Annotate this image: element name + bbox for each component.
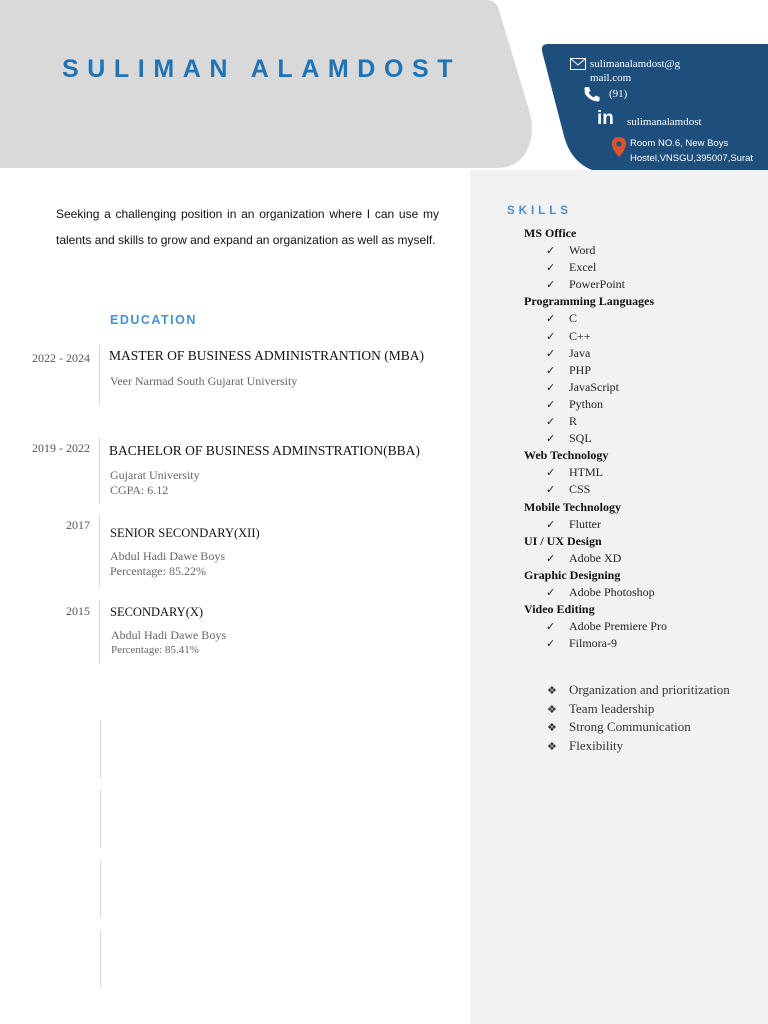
education-degree: SECONDARY(X) bbox=[110, 605, 204, 619]
check-icon: ✓ bbox=[546, 433, 556, 446]
education-institution: Abdul Hadi Dawe Boys bbox=[110, 549, 225, 563]
skill-item: ✓ PowerPoint bbox=[524, 276, 764, 293]
skill-item: ✓ PHP bbox=[524, 362, 764, 379]
soft-skill-item: ❖ Strong Communication bbox=[547, 718, 730, 737]
skills-list bbox=[524, 225, 764, 652]
check-icon: ✓ bbox=[546, 552, 556, 565]
skill-category: MS Office bbox=[524, 226, 577, 240]
diamond-bullet-icon: ❖ bbox=[547, 740, 557, 753]
timeline-divider bbox=[100, 720, 101, 778]
skill-category: Graphic Designing bbox=[524, 567, 621, 582]
soft-skill-item: ❖ Team leadership bbox=[547, 700, 730, 719]
skill-item: ✓ JavaScript bbox=[524, 379, 764, 396]
linkedin-handle[interactable]: sulimanalamdost bbox=[627, 116, 702, 128]
education-institution: Abdul Hadi Dawe Boys bbox=[111, 628, 226, 642]
check-icon: ✓ bbox=[546, 467, 556, 480]
skill-category: Programming Languages bbox=[524, 294, 655, 309]
skill-item: ✓ CSS bbox=[524, 481, 764, 498]
education-detail: Percentage: 85.22% bbox=[110, 564, 206, 578]
check-icon: ✓ bbox=[546, 518, 556, 531]
check-icon: ✓ bbox=[546, 398, 556, 411]
education-degree: BACHELOR OF BUSINESS ADMINSTRATION(BBA) bbox=[109, 443, 420, 458]
address-line-2: Hostel,VNSGU,395007,Surat bbox=[630, 153, 754, 164]
diamond-bullet-icon: ❖ bbox=[547, 703, 557, 716]
education-institution: Veer Narmad South Gujarat University bbox=[110, 374, 298, 388]
address-line-1: Room NO.6, New Boys bbox=[630, 138, 729, 149]
education-degree: SENIOR SECONDARY(XII) bbox=[110, 526, 260, 540]
skill-item: ✓ Word bbox=[524, 242, 764, 259]
skills-heading: SKILLS bbox=[507, 205, 572, 217]
skill-item: ✓ SQL bbox=[524, 430, 764, 447]
education-years: 2017 bbox=[66, 518, 90, 532]
soft-skill-item: ❖ Flexibility bbox=[547, 737, 730, 756]
skill-item: ✓ C bbox=[524, 310, 764, 327]
timeline-divider bbox=[99, 438, 100, 504]
skill-item: ✓ Java bbox=[524, 345, 764, 362]
diamond-bullet-icon: ❖ bbox=[547, 685, 557, 697]
check-icon: ✓ bbox=[546, 262, 556, 275]
check-icon: ✓ bbox=[546, 279, 556, 292]
check-icon: ✓ bbox=[546, 347, 556, 360]
skill-item: ✓ Flutter bbox=[524, 516, 764, 533]
check-icon: ✓ bbox=[546, 381, 556, 394]
check-icon: ✓ bbox=[546, 484, 556, 497]
education-years: 2019 - 2022 bbox=[32, 441, 90, 455]
diamond-bullet-icon: ❖ bbox=[547, 722, 557, 735]
timeline-divider bbox=[99, 345, 100, 405]
candidate-name: SULIMAN ALAMDOST bbox=[62, 55, 462, 83]
timeline-divider bbox=[99, 515, 100, 587]
location-pin-icon bbox=[612, 137, 626, 157]
skill-item: ✓ Adobe XD bbox=[524, 550, 764, 567]
education-detail: CGPA: 6.12 bbox=[110, 483, 169, 497]
email-line-1[interactable]: sulimanalamdost@g bbox=[590, 58, 681, 70]
skill-item: ✓ Filmora-9 bbox=[524, 635, 764, 652]
header-gray-banner bbox=[0, 0, 532, 168]
email-line-2[interactable]: mail.com bbox=[590, 72, 632, 84]
skill-item: ✓ Python bbox=[524, 396, 764, 413]
skill-item: ✓ R bbox=[524, 413, 764, 430]
soft-skills-list bbox=[547, 681, 730, 755]
education-years: 2022 - 2024 bbox=[32, 351, 90, 365]
career-objective: Seeking a challenging position in an organization where I can use my talents and skills to grow and expand an organization as well as myself. bbox=[56, 207, 439, 247]
linkedin-icon: in bbox=[597, 108, 614, 129]
skill-item: ✓ Excel bbox=[524, 259, 764, 276]
skill-category: Video Editing bbox=[524, 602, 595, 617]
skill-category: Mobile Technology bbox=[524, 499, 622, 514]
timeline-divider bbox=[100, 860, 101, 918]
skill-item: ✓ Adobe Photoshop bbox=[524, 584, 764, 601]
skill-category: UI / UX Design bbox=[524, 533, 602, 548]
check-icon: ✓ bbox=[546, 313, 556, 326]
skill-item: ✓ Adobe Premiere Pro bbox=[524, 618, 764, 635]
check-icon: ✓ bbox=[546, 638, 556, 651]
check-icon: ✓ bbox=[546, 364, 556, 377]
skill-category: Web Technology bbox=[524, 448, 609, 463]
education-degree: MASTER OF BUSINESS ADMINISTRANTION (MBA) bbox=[109, 348, 425, 363]
skill-item: ✓ HTML bbox=[524, 464, 764, 481]
timeline-divider bbox=[99, 600, 100, 664]
education-heading: EDUCATION bbox=[110, 313, 197, 327]
phone-number[interactable]: (91) bbox=[609, 88, 628, 100]
timeline-divider bbox=[100, 930, 101, 988]
check-icon: ✓ bbox=[546, 330, 556, 343]
education-institution: Gujarat University bbox=[110, 468, 200, 482]
check-icon: ✓ bbox=[546, 586, 556, 599]
education-detail: Percentage: 85.41% bbox=[111, 644, 199, 656]
check-icon: ✓ bbox=[546, 621, 556, 634]
phone-icon bbox=[583, 85, 601, 103]
skill-item: ✓ C++ bbox=[524, 328, 764, 345]
education-years: 2015 bbox=[66, 604, 90, 618]
check-icon: ✓ bbox=[546, 416, 556, 429]
timeline-divider bbox=[100, 790, 101, 848]
check-icon: ✓ bbox=[546, 245, 556, 258]
soft-skill-item: ❖ Organization and prioritization bbox=[547, 681, 730, 700]
email-icon bbox=[570, 58, 586, 70]
